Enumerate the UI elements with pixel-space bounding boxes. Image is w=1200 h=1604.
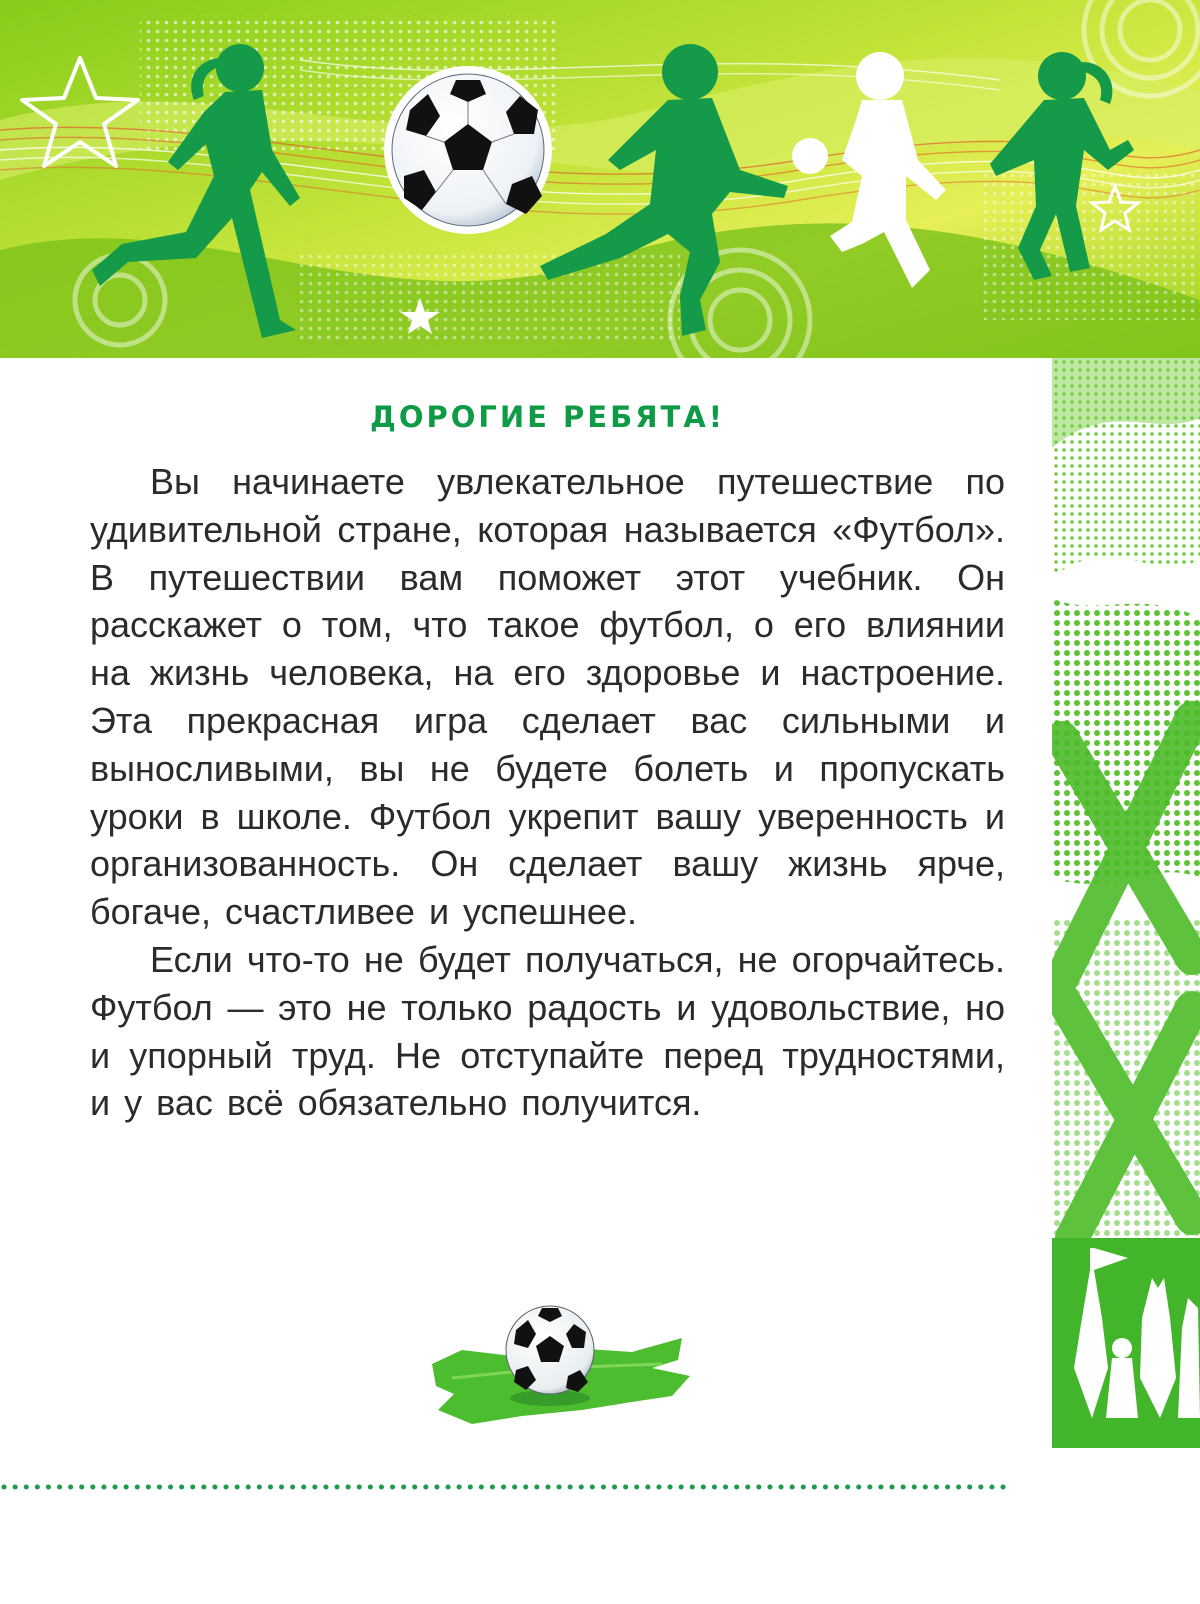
football-icon bbox=[384, 66, 552, 234]
paragraph: Если что-то не будет получаться, не огорчайтесь. Футбол — это не только радость и удовольствие, но и упорный труд. Не отступайте перед трудностями, и у вас всё обязательно получится. bbox=[90, 938, 1005, 1124]
side-decoration bbox=[1052, 358, 1200, 1448]
body-text bbox=[90, 458, 1005, 1127]
banner-illustration bbox=[0, 0, 1200, 358]
dotted-divider bbox=[0, 1478, 1010, 1486]
football-icon bbox=[432, 1298, 692, 1438]
page-title: ДОРОГИЕ РЕБЯТА! bbox=[370, 400, 725, 434]
paragraph: Вы начинаете увлекательное путешествие по удивительной стране, которая называется «Футбол». В путешествии вам поможет этот учебник. Он расскажет о том, что такое футбол, о его влиянии на жизнь человека, на его здоровье и настроение. Эта прекрасная игра сделает вас сильными и выносливыми, вы не будете болеть и пропускать уроки в школе. Футбол укрепит вашу уверенность и организованность. Он сделает вашу жизнь ярче, богаче, счастливее и успешнее. bbox=[90, 461, 1005, 933]
football-icon bbox=[792, 138, 828, 174]
